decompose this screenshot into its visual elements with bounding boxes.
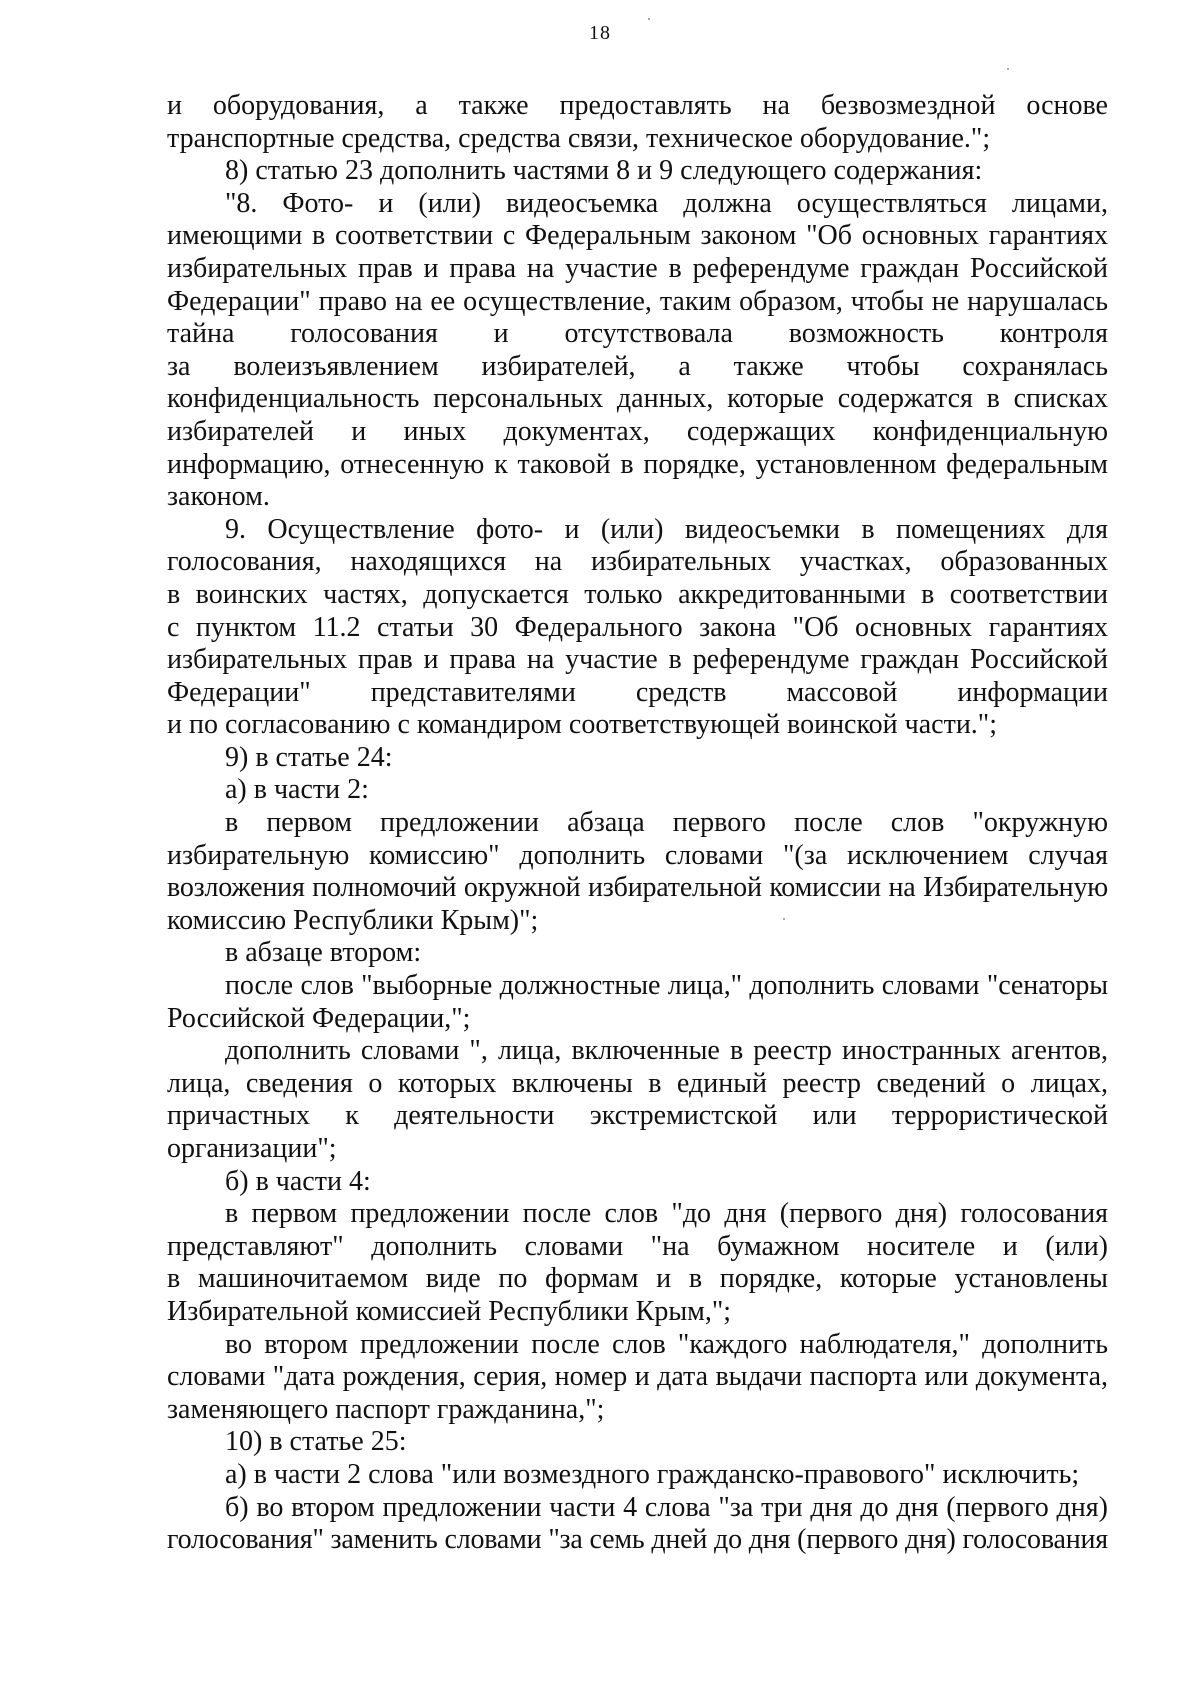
text-line: комиссию Республики Крым)"; bbox=[167, 904, 539, 936]
text-line: избирательных прав и права на участие в референдуме граждан Российской bbox=[167, 644, 1108, 676]
text-line: голосования" заменить словами "за семь дней до дня (первого дня) голосования bbox=[167, 1524, 1108, 1556]
text-line: а) в части 2: bbox=[225, 774, 369, 806]
text-line: в абзаце втором: bbox=[225, 937, 422, 969]
text-line: причастных к деятельности экстремистской или террористической bbox=[167, 1100, 1108, 1132]
text-line: голосования, находящихся на избирательных участках, образованных bbox=[167, 546, 1108, 578]
text-line: транспортные средства, средства связи, техническое оборудование."; bbox=[167, 122, 991, 154]
text-line: возложения полномочий окружной избирательной комиссии на Избирательную bbox=[167, 872, 1108, 904]
text-line: избирательных прав и права на участие в референдуме граждан Российской bbox=[167, 252, 1108, 284]
text-line: во втором предложении после слов "каждого наблюдателя," дополнить bbox=[225, 1328, 1108, 1360]
text-line: 10) в статье 25: bbox=[225, 1426, 407, 1458]
text-line: лица, сведения о которых включены в единый реестр сведений о лицах, bbox=[167, 1067, 1108, 1099]
text-line: 9) в статье 24: bbox=[225, 741, 393, 773]
scan-speck bbox=[1007, 68, 1009, 70]
text-line: и по согласованию с командиром соответствующей воинской части."; bbox=[167, 709, 998, 741]
text-line: б) во втором предложении части 4 слова "за три дня до дня (первого дня) bbox=[225, 1491, 1108, 1523]
text-line: "8. Фото- и (или) видеосъемка должна осуществляться лицами, bbox=[225, 187, 1108, 219]
text-line: после слов "выборные должностные лица," дополнить словами "сенаторы bbox=[225, 970, 1108, 1002]
scan-speck bbox=[648, 18, 650, 20]
text-line: 8) статью 23 дополнить частями 8 и 9 следующего содержания: bbox=[225, 155, 983, 187]
text-line: Федерации" право на ее осуществление, таким образом, чтобы не нарушалась bbox=[167, 285, 1108, 317]
text-line: а) в части 2 слова "или возмездного гражданско-правового" исключить; bbox=[225, 1458, 1080, 1490]
text-line: имеющими в соответствии с Федеральным законом "Об основных гарантиях bbox=[167, 220, 1108, 252]
text-line: законом. bbox=[167, 481, 270, 513]
text-line: в первом предложении абзаца первого после слов "окружную bbox=[225, 807, 1108, 839]
page-number: 18 bbox=[589, 22, 611, 44]
text-line: избирательную комиссию" дополнить словами "(за исключением случая bbox=[167, 839, 1108, 871]
text-line: тайна голосования и отсутствовала возможность контроля bbox=[167, 318, 1108, 350]
text-line: Избирательной комиссией Республики Крым,"; bbox=[167, 1295, 732, 1327]
text-line: информацию, отнесенную к таковой в порядке, установленном федеральным bbox=[167, 448, 1108, 480]
text-line: 9. Осуществление фото- и (или) видеосъемки в помещениях для bbox=[225, 513, 1108, 545]
text-line: с пунктом 11.2 статьи 30 Федерального закона "Об основных гарантиях bbox=[167, 611, 1108, 643]
text-line: конфиденциальность персональных данных, которые содержатся в списках bbox=[167, 383, 1108, 415]
text-line: б) в части 4: bbox=[225, 1165, 371, 1197]
text-line: словами "дата рождения, серия, номер и дата выдачи паспорта или документа, bbox=[167, 1361, 1108, 1393]
text-line: за волеизъявлением избирателей, а также чтобы сохранялась bbox=[167, 350, 1108, 382]
text-line: и оборудования, а также предоставлять на безвозмездной основе bbox=[167, 90, 1108, 121]
text-line: Российской Федерации,"; bbox=[167, 1002, 471, 1034]
text-line: заменяющего паспорт гражданина,"; bbox=[167, 1393, 605, 1425]
document-body bbox=[167, 90, 1108, 1557]
text-line: Федерации" представителями средств массовой информации bbox=[167, 676, 1108, 708]
text-line: представляют" дополнить словами "на бумажном носителе и (или) bbox=[167, 1230, 1108, 1262]
text-line: в воинских частях, допускается только аккредитованными в соответствии bbox=[167, 578, 1108, 610]
text-line: организации"; bbox=[167, 1133, 337, 1164]
text-line: дополнить словами ", лица, включенные в реестр иностранных агентов, bbox=[225, 1035, 1108, 1067]
text-line: избирателей и иных документах, содержащих конфиденциальную bbox=[167, 415, 1108, 447]
text-line: в машиночитаемом виде по формам и в порядке, которые установлены bbox=[167, 1263, 1108, 1295]
text-line: в первом предложении после слов "до дня (первого дня) голосования bbox=[225, 1198, 1108, 1230]
